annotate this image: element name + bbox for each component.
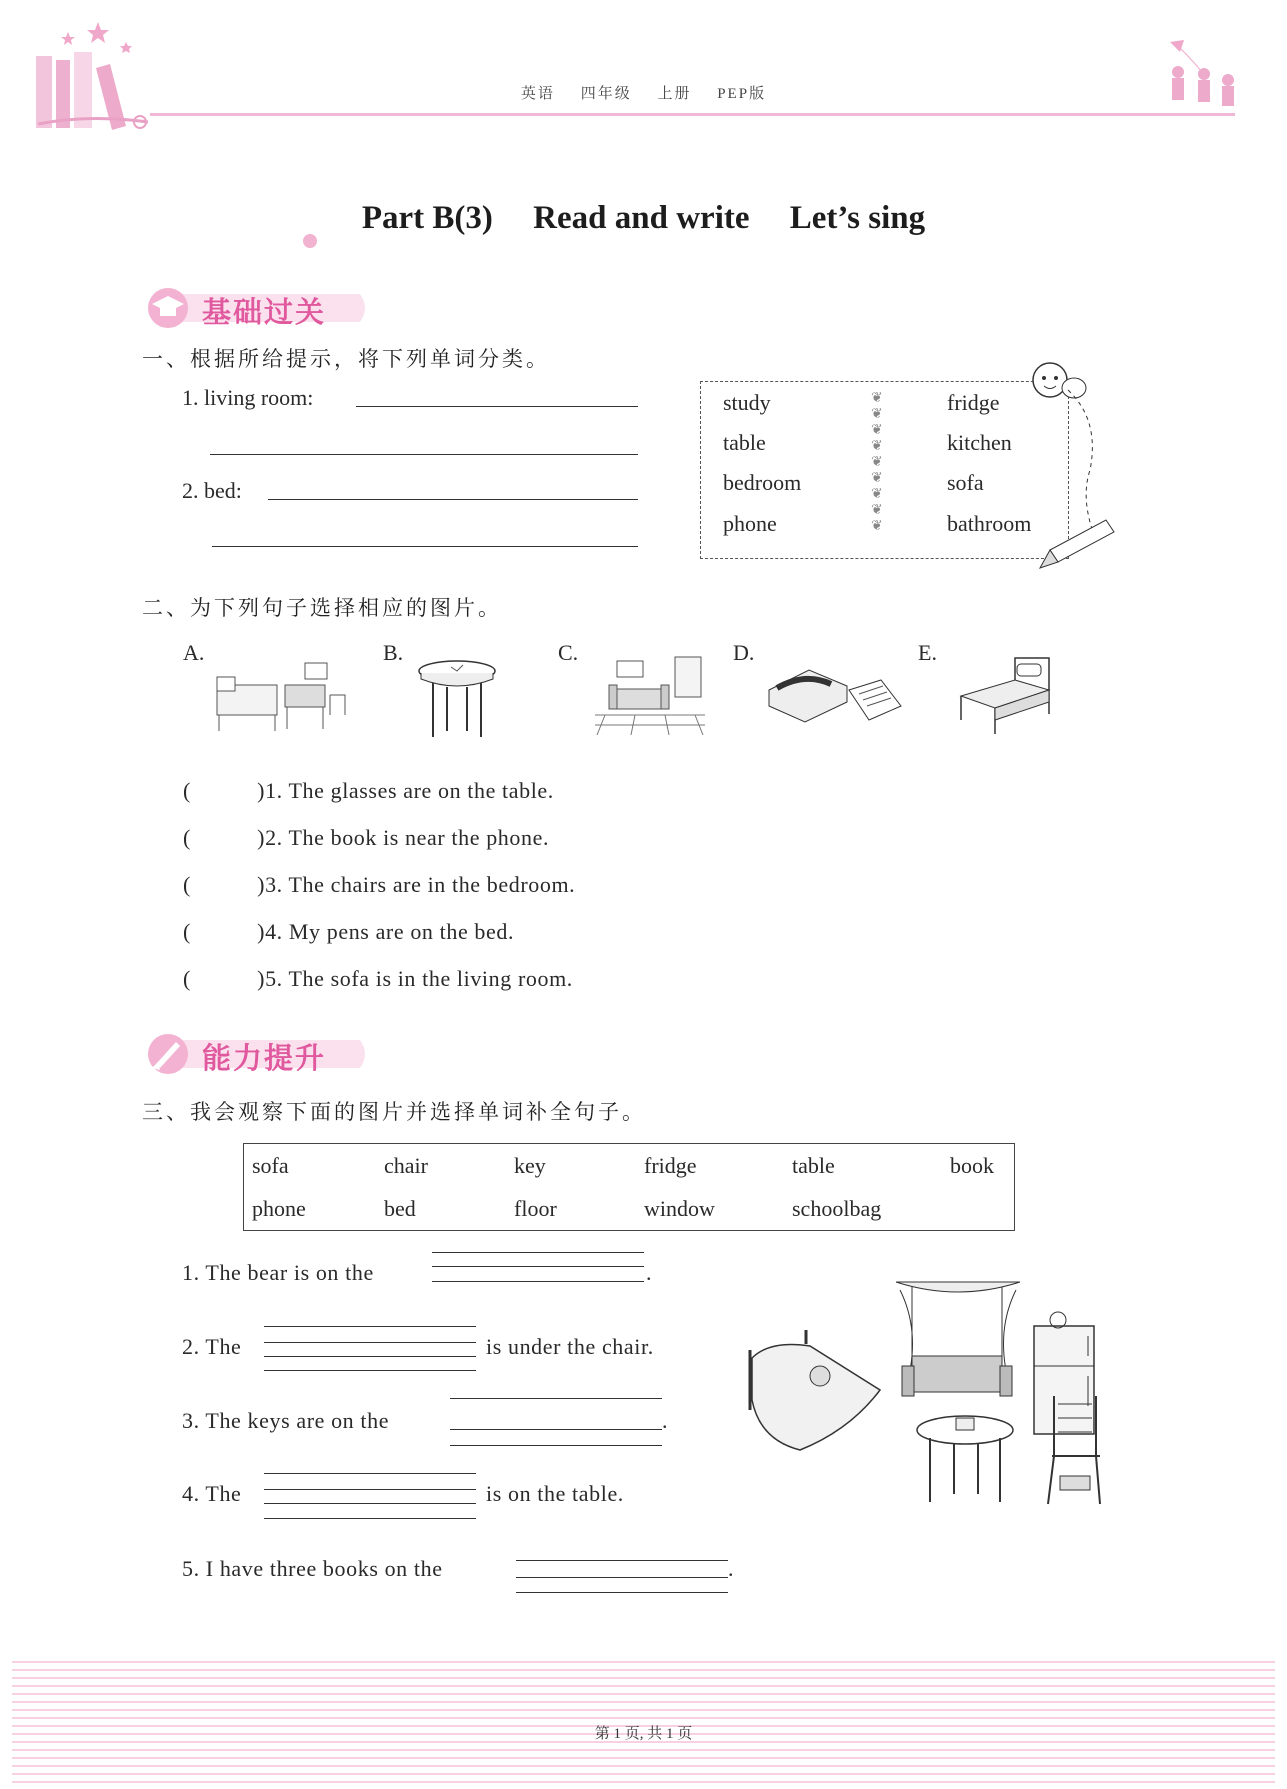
- answer-line[interactable]: [210, 454, 638, 455]
- answer-line[interactable]: [432, 1266, 644, 1267]
- answer-line[interactable]: [356, 406, 638, 407]
- word-bank-item: key: [514, 1153, 546, 1178]
- room-scene-icon: [740, 1280, 1120, 1510]
- fill-sentence-2-end: is under the chair.: [486, 1334, 654, 1359]
- header-edition: PEP版: [717, 86, 767, 102]
- answer-line[interactable]: [264, 1518, 476, 1519]
- vine-divider-icon: ❦ ❦ ❦ ❦ ❦ ❦ ❦ ❦ ❦: [871, 390, 883, 534]
- word-bank-item: book: [950, 1153, 994, 1178]
- paren-open: (: [183, 825, 191, 850]
- answer-line[interactable]: [212, 546, 638, 547]
- room-illustration: [740, 1280, 1120, 1510]
- fill-sentence-4: 4. The: [182, 1481, 242, 1506]
- sentence-row: [183, 825, 549, 851]
- option-label: E.: [918, 640, 937, 665]
- header-volume: 上册: [657, 86, 692, 102]
- word-left: phone: [723, 511, 777, 536]
- bed-icon: [955, 650, 1055, 735]
- fill-sentence-5: 5. I have three books on the: [182, 1556, 443, 1581]
- answer-line[interactable]: [264, 1342, 476, 1343]
- header-kids-kite: [1150, 38, 1250, 118]
- bee-icon: [1010, 350, 1120, 575]
- sentence-row: [183, 778, 554, 804]
- word-right: sofa: [947, 470, 984, 495]
- sentence-text: )1. The glasses are on the table.: [257, 778, 554, 803]
- picture-b-table[interactable]: [415, 655, 500, 740]
- option-label: B.: [383, 640, 404, 665]
- word-bank-item: schoolbag: [792, 1196, 882, 1221]
- header-logo: [28, 18, 153, 133]
- sentence-row: [183, 966, 573, 992]
- answer-line[interactable]: [432, 1252, 644, 1253]
- picture-d-phone-book[interactable]: [765, 660, 905, 730]
- section-title-basic: 基础过关: [202, 297, 327, 329]
- sentence-row: [183, 919, 514, 945]
- picture-e-bed[interactable]: [955, 650, 1055, 735]
- fill-sentence-5-end: .: [728, 1556, 735, 1581]
- picture-c-living-room[interactable]: [595, 655, 705, 735]
- word-bank-item: window: [644, 1196, 715, 1221]
- word-bank-item: table: [792, 1153, 835, 1178]
- word-bank-item: chair: [384, 1153, 428, 1178]
- page-number: 第 1 页, 共 1 页: [594, 1726, 693, 1742]
- q2-heading: 二、为下列句子选择相应的图片。: [142, 596, 502, 620]
- header-grade: 四年级: [580, 86, 632, 102]
- sentence-text: )5. The sofa is in the living room.: [257, 966, 573, 991]
- fill-sentence-1: 1. The bear is on the: [182, 1260, 374, 1285]
- books-logo-icon: [28, 18, 153, 133]
- paren-open: (: [183, 966, 191, 991]
- paren-open: (: [183, 919, 191, 944]
- sentence-text: )3. The chairs are in the bedroom.: [257, 872, 576, 897]
- fill-sentence-3: 3. The keys are on the: [182, 1408, 390, 1433]
- word-left: table: [723, 430, 766, 455]
- paren-open: (: [183, 872, 191, 897]
- picture-a-bedroom[interactable]: [215, 655, 365, 735]
- section-banner-ability: [140, 1032, 370, 1076]
- answer-line[interactable]: [264, 1370, 476, 1371]
- sentence-row: [183, 872, 575, 898]
- sentence-text: )2. The book is near the phone.: [257, 825, 550, 850]
- answer-line[interactable]: [268, 499, 638, 500]
- page-title: [0, 200, 1287, 237]
- answer-line[interactable]: [264, 1503, 476, 1504]
- answer-line[interactable]: [264, 1356, 476, 1357]
- word-right: fridge: [947, 390, 1000, 415]
- word-bank-item: sofa: [252, 1153, 289, 1178]
- q1-heading: 一、根据所给提示，将下列单词分类。: [142, 347, 550, 371]
- bee-pencil-illustration: [1010, 350, 1120, 575]
- header-rule: [150, 113, 1235, 116]
- word-left: study: [723, 390, 771, 415]
- option-label: C.: [558, 640, 579, 665]
- answer-line[interactable]: [516, 1560, 728, 1561]
- word-bank: [243, 1143, 1015, 1231]
- bedroom-icon: [215, 655, 365, 735]
- kids-kite-icon: [1150, 38, 1250, 118]
- sentence-text: )4. My pens are on the bed.: [257, 919, 515, 944]
- answer-line[interactable]: [450, 1429, 662, 1430]
- answer-line[interactable]: [516, 1592, 728, 1593]
- word-bank-item: phone: [252, 1196, 306, 1221]
- answer-line[interactable]: [264, 1489, 476, 1490]
- header-subject: 英语: [520, 86, 555, 102]
- title-read-write: Read and write: [533, 200, 750, 236]
- title-lets-sing: Let’s sing: [789, 200, 926, 236]
- fill-sentence-2: 2. The: [182, 1334, 242, 1359]
- answer-line[interactable]: [264, 1473, 476, 1474]
- q1-item-1: 1. living room:: [182, 385, 314, 410]
- q3-heading: 三、我会观察下面的图片并选择单词补全句子。: [142, 1100, 646, 1124]
- paren-open: (: [183, 778, 191, 803]
- fill-sentence-3-end: .: [662, 1408, 669, 1433]
- round-table-icon: [415, 655, 500, 740]
- word-left: bedroom: [723, 470, 802, 495]
- header-info: [0, 82, 1287, 103]
- word-bank-item: fridge: [644, 1153, 697, 1178]
- answer-line[interactable]: [432, 1281, 644, 1282]
- phone-and-book-icon: [765, 660, 905, 730]
- q1-item-2: 2. bed:: [182, 478, 242, 503]
- option-label: A.: [183, 640, 205, 665]
- answer-line[interactable]: [516, 1577, 728, 1578]
- living-room-icon: [595, 655, 705, 735]
- section-banner-basic: [140, 286, 370, 330]
- word-right: kitchen: [947, 430, 1012, 455]
- answer-line[interactable]: [264, 1326, 476, 1327]
- answer-line[interactable]: [450, 1445, 662, 1446]
- title-part: Part B(3): [361, 200, 493, 236]
- section-title-ability: 能力提升: [202, 1043, 327, 1075]
- fill-sentence-1-end: .: [646, 1260, 653, 1285]
- word-right: bathroom: [947, 511, 1032, 536]
- option-label: D.: [733, 640, 755, 665]
- answer-line[interactable]: [450, 1398, 662, 1399]
- word-bank-item: floor: [514, 1196, 557, 1221]
- fill-sentence-4-end: is on the table.: [486, 1481, 624, 1506]
- word-bank-item: bed: [384, 1196, 416, 1221]
